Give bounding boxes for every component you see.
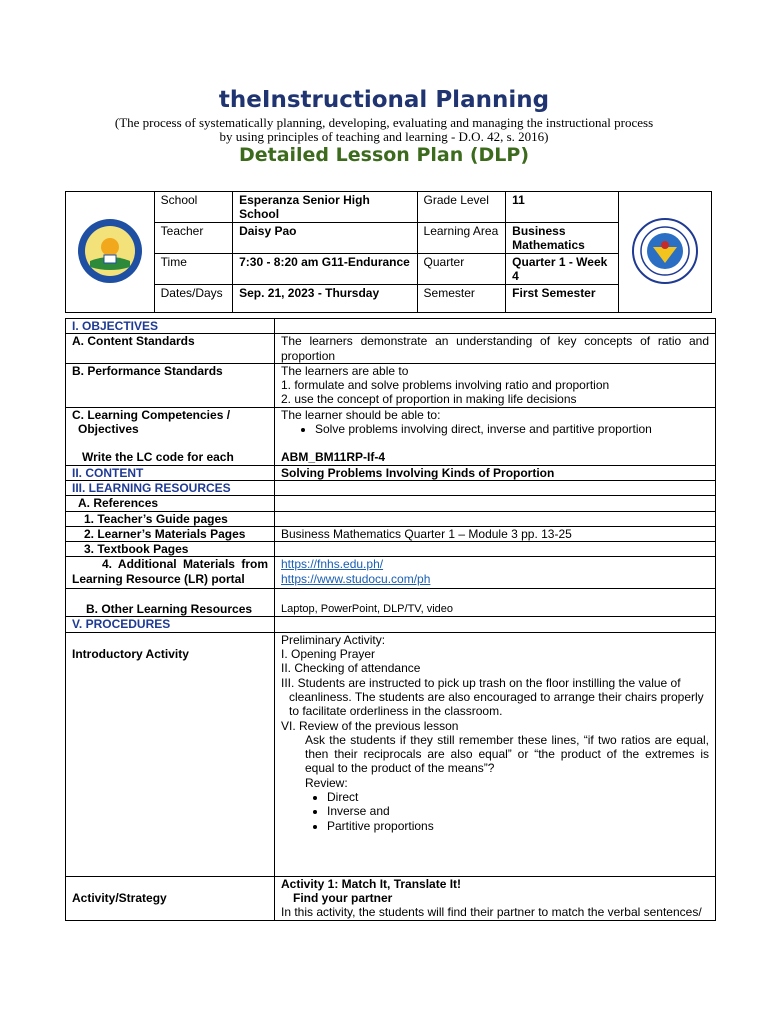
time-label: Time <box>154 254 232 285</box>
competencies-label: C. Learning Competencies / Objectives Write the LC code for each <box>66 407 275 465</box>
deped-seal-icon <box>631 217 699 285</box>
performance-item: 1. formulate and solve problems involving ratio and proportion <box>281 378 610 393</box>
review-item: • Inverse and <box>327 804 709 818</box>
semester-label: Semester <box>417 285 506 313</box>
dates-label: Dates/Days <box>154 285 232 313</box>
objectives-heading: I. OBJECTIVES <box>66 319 275 334</box>
activity-strategy-value: Activity 1: Match It, Translate It! Find your partner In this activity, the students will find their partner to match the verbal sentences/ <box>275 876 716 920</box>
teachers-guide-label: 1. Teacher’s Guide pages <box>66 511 275 526</box>
performance-item: 2. use the concept of proportion in making life decisions <box>281 392 577 407</box>
other-resources-label: B. Other Learning Resources <box>66 589 275 617</box>
content-heading: II. CONTENT <box>66 465 275 480</box>
header-table <box>65 191 712 313</box>
competency-item: • Solve problems involving direct, inverse and partitive proportion <box>315 422 709 436</box>
introductory-activity-label: Introductory Activity <box>66 632 275 876</box>
activity-strategy-label: Activity/Strategy <box>66 876 275 920</box>
references-label: A. References <box>66 496 275 511</box>
deped-logo-cell <box>619 192 712 313</box>
dates-value: Sep. 21, 2023 - Thursday <box>233 285 417 313</box>
content-standards-value: The learners demonstrate an understanding of key concepts of ratio and proportion <box>275 334 716 364</box>
lesson-plan-table <box>65 318 716 921</box>
learners-materials-value: Business Mathematics Quarter 1 – Module 3 pp. 13-25 <box>275 526 716 541</box>
grade-value: 11 <box>506 192 619 223</box>
school-value: Esperanza Senior High School <box>233 192 417 223</box>
resources-heading: III. LEARNING RESOURCES <box>66 480 275 495</box>
studocu-link[interactable]: https://www.studocu.com/ph <box>281 571 431 586</box>
lc-code-label: Write the LC code for each <box>82 450 234 465</box>
area-label: Learning Area <box>417 223 506 254</box>
review-item: • Direct <box>327 790 709 804</box>
time-value: 7:30 - 8:20 am G11-Endurance <box>233 254 417 285</box>
review-item: • Partitive proportions <box>327 819 709 833</box>
content-value: Solving Problems Involving Kinds of Proportion <box>275 465 716 480</box>
quarter-label: Quarter <box>417 254 506 285</box>
performance-standards-label: B. Performance Standards <box>66 363 275 407</box>
competencies-value: The learner should be able to: • Solve problems involving direct, inverse and partitive proportion ABM_BM11RP-If-4 <box>275 407 716 465</box>
semester-value: First Semester <box>506 285 619 313</box>
textbook-label: 3. Textbook Pages <box>66 542 275 557</box>
document-title: theInstructional Planning <box>218 87 550 113</box>
teacher-label: Teacher <box>154 223 232 254</box>
quarter-value: Quarter 1 - Week 4 <box>506 254 619 285</box>
teacher-value: Daisy Pao <box>233 223 417 254</box>
learners-materials-label: 2. Learner’s Materials Pages <box>66 526 275 541</box>
area-value: Business Mathematics <box>506 223 619 254</box>
school-seal-icon <box>76 217 144 285</box>
review-question: Ask the students if they still remember these lines, “if two ratios are equal, then their reciprocals are also equal” or “the product of the extremes is equal to the product of the means”? <box>305 732 709 776</box>
school-logo-cell <box>66 192 155 313</box>
school-label: School <box>154 192 232 223</box>
additional-materials-label: 4. Additional Materials from Learning Resource (LR) portal <box>66 557 275 589</box>
lc-code-value: ABM_BM11RP-If-4 <box>281 450 386 465</box>
additional-materials-links <box>275 557 716 589</box>
procedures-heading: V. PROCEDURES <box>66 617 275 632</box>
other-resources-value: Laptop, PowerPoint, DLP/TV, video <box>275 589 716 617</box>
document-subtitle: (The process of systematically planning, developing, evaluating and managing the instructional process by using principles of teaching and learning - D.O. 42, s. 2016) <box>114 115 654 144</box>
performance-intro: The learners are able to <box>281 363 409 378</box>
fnhs-link[interactable]: https://fnhs.edu.ph/ <box>281 557 384 572</box>
introductory-activity-value: Preliminary Activity: I. Opening Prayer II. Checking of attendance III. Students are instructed to pick up trash on the floor instilling the value of cleanliness. The students are also encouraged to arrange their chairs properly to facilitate orderliness in the classroom. VI. Review of the previous lesson Ask the students if they still remember these lines, “if two ratios are equal, then their reciprocals are also equal” or “the product of the extremes is equal to the product of the means”? Review: • Direct • Inverse and • Partitive proportions <box>275 632 716 876</box>
dlp-title: Detailed Lesson Plan (DLP) <box>238 144 530 166</box>
content-standards-label: A. Content Standards <box>66 334 275 364</box>
performance-standards-value <box>275 363 716 407</box>
grade-label: Grade Level <box>417 192 506 223</box>
